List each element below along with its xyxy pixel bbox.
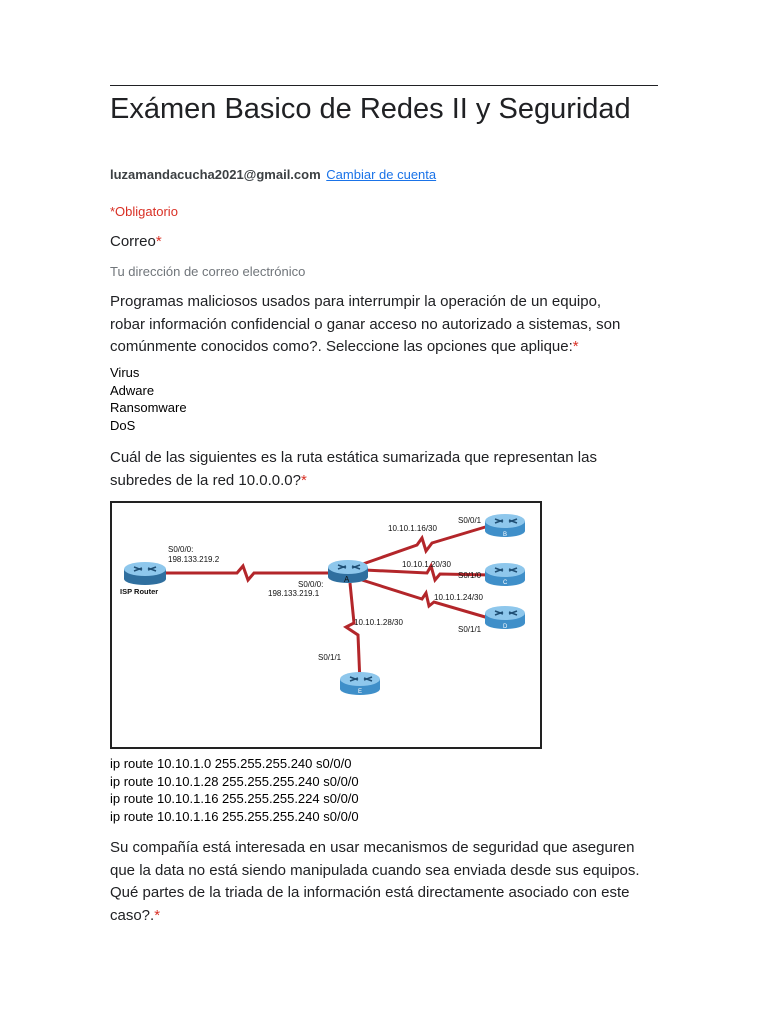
option-adware[interactable]: Adware (110, 382, 155, 398)
isp-router-label: ISP Router (120, 587, 159, 596)
account-bar (110, 167, 436, 183)
router-d-label: D (503, 624, 508, 630)
required-note: *Obligatorio (110, 204, 178, 219)
router-a-label: A (344, 575, 350, 584)
network-ae-label: 10.10.1.28/30 (354, 618, 403, 627)
option-route-4[interactable]: ip route 10.10.1.16 255.255.255.240 s0/0/0 (110, 808, 359, 824)
network-ab-label: 10.10.1.16/30 (388, 524, 437, 533)
question-3-text: Su compañía está interesada en usar mecanismos de seguridad que aseguren que la data no está siendo manipulada cuando sea enviada desde sus equipos. Qué partes de la triada de la información está directamente asociado con este caso?. (110, 839, 640, 924)
option-virus[interactable]: Virus (110, 365, 140, 380)
router-b-label: B (503, 532, 508, 538)
question-1-text: Programas maliciosos usados para interrumpir la operación de un equipo, robar información confidencial o ganar acceso no autorizado a sistemas, son comúnmente conocidos como?. Seleccione las opciones que aplique: (110, 293, 621, 355)
account-email: luzamandacucha2021@gmail.com (110, 167, 321, 182)
question-1 (110, 291, 640, 359)
question-1-options (110, 364, 187, 434)
link-isp-a (158, 566, 340, 580)
network-ad-label: 10.10.1.24/30 (434, 593, 483, 602)
b-interface-label: S0/0/1 (458, 516, 482, 525)
router-c-label: C (503, 580, 508, 586)
router-e-label: E (358, 689, 363, 695)
form-title: Exámen Basico de Redes II y Seguridad (110, 93, 631, 125)
option-route-3[interactable]: ip route 10.10.1.16 255.255.255.224 s0/0/0 (110, 791, 359, 806)
network-diagram (110, 501, 542, 749)
option-route-1[interactable]: ip route 10.10.1.0 255.255.255.240 s0/0/0 (110, 756, 352, 771)
c-interface-label: S0/1/0 (458, 571, 482, 580)
router-isp (124, 562, 166, 585)
e-interface-label: S0/1/1 (318, 653, 342, 662)
email-input[interactable] (110, 262, 430, 280)
isp-ip-label: 198.133.219.2 (168, 555, 220, 564)
email-label (110, 231, 640, 254)
top-divider (110, 85, 658, 86)
option-ransomware[interactable]: Ransomware (110, 400, 187, 415)
question-2 (110, 447, 640, 492)
network-ac-label: 10.10.1.20/30 (402, 560, 451, 569)
question-2-options (110, 755, 359, 825)
option-dos[interactable]: DoS (110, 417, 136, 433)
required-star: * (155, 233, 162, 250)
a-interface-label: S0/0/0: (298, 580, 324, 589)
question-3 (110, 837, 640, 927)
a-ip-label: 198.133.219.1 (268, 589, 320, 598)
question-2-text: Cuál de las siguientes es la ruta estática sumarizada que representan las subredes de la red 10.0.0.0? (110, 449, 597, 489)
network-topology-svg (112, 503, 540, 747)
required-star: * (572, 338, 579, 355)
isp-interface-label: S0/0/0: (168, 545, 194, 554)
required-star: * (300, 471, 307, 489)
email-label-text: Correo (110, 233, 156, 250)
option-route-2[interactable]: ip route 10.10.1.28 255.255.255.240 s0/0/0 (110, 773, 359, 789)
required-star: * (154, 906, 161, 924)
d-interface-label: S0/1/1 (458, 625, 482, 634)
switch-account-link[interactable]: Cambiar de cuenta (326, 167, 437, 182)
link-a-e (346, 583, 360, 683)
